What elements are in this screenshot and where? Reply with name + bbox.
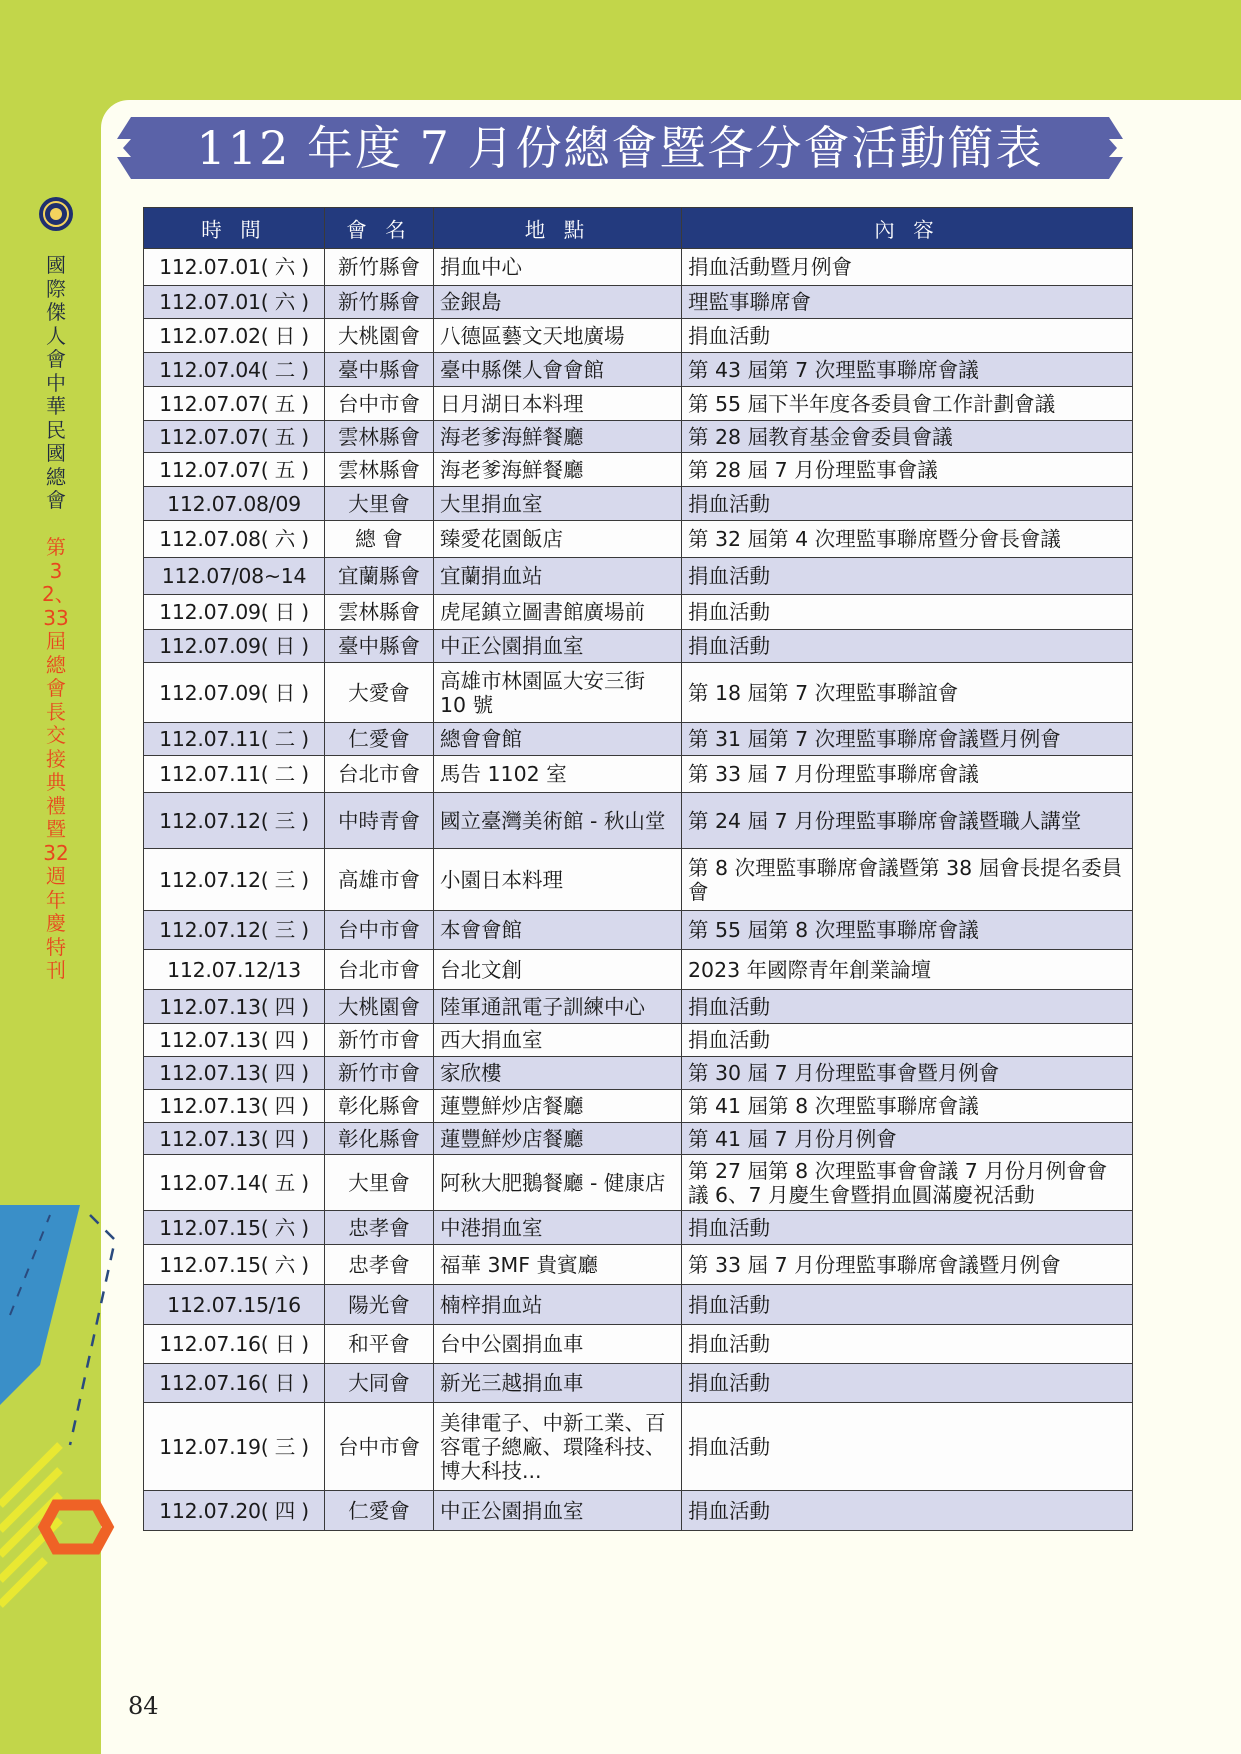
date-cell: 112.07/08~14 — [144, 558, 325, 595]
table-row — [144, 1024, 1133, 1057]
table-row — [144, 630, 1133, 663]
table-row — [144, 1403, 1133, 1491]
club-cell: 仁愛會 — [325, 723, 434, 756]
content-cell: 捐血活動 — [682, 1491, 1133, 1531]
club-cell: 大愛會 — [325, 663, 434, 723]
location-cell: 蓮豐鮮炒店餐廳 — [434, 1123, 682, 1155]
date-cell: 112.07.15/16 — [144, 1285, 325, 1325]
content-cell: 第 28 屆教育基金會委員會議 — [682, 421, 1133, 453]
location-cell: 美律電子、中新工業、百容電子總廠、環隆科技、博大科技... — [434, 1403, 682, 1491]
date-cell: 112.07.08( 六 ) — [144, 521, 325, 558]
club-cell: 彰化縣會 — [325, 1123, 434, 1155]
location-cell: 大里捐血室 — [434, 487, 682, 521]
location-cell: 中正公園捐血室 — [434, 630, 682, 663]
content-cell: 捐血活動 — [682, 1325, 1133, 1364]
date-cell: 112.07.11( 二 ) — [144, 756, 325, 793]
content-cell: 第 27 屆第 8 次理監事會會議 7 月份月例會會議 6、7 月慶生會暨捐血圓滿慶祝活動 — [682, 1155, 1133, 1211]
content-cell: 捐血活動 — [682, 1285, 1133, 1325]
table-row — [144, 663, 1133, 723]
club-cell: 台中市會 — [325, 911, 434, 950]
club-cell: 大桃園會 — [325, 319, 434, 353]
date-cell: 112.07.16( 日 ) — [144, 1325, 325, 1364]
activity-table — [143, 207, 1133, 1531]
club-cell: 大同會 — [325, 1364, 434, 1403]
decorative-shapes — [0, 1195, 130, 1645]
date-cell: 112.07.07( 五 ) — [144, 387, 325, 421]
date-cell: 112.07.13( 四 ) — [144, 1090, 325, 1123]
location-cell: 虎尾鎮立圖書館廣場前 — [434, 595, 682, 630]
table-row — [144, 1285, 1133, 1325]
content-cell: 第 43 屆第 7 次理監事聯席會議 — [682, 353, 1133, 387]
date-cell: 112.07.01( 六 ) — [144, 286, 325, 319]
location-cell: 高雄市林園區大安三街 10 號 — [434, 663, 682, 723]
content-cell: 捐血活動 — [682, 1364, 1133, 1403]
content-cell: 捐血活動 — [682, 630, 1133, 663]
date-cell: 112.07.09( 日 ) — [144, 595, 325, 630]
organization-logo-icon — [38, 196, 74, 232]
club-cell: 總 會 — [325, 521, 434, 558]
table-row — [144, 950, 1133, 990]
club-cell: 宜蘭縣會 — [325, 558, 434, 595]
date-cell: 112.07.15( 六 ) — [144, 1211, 325, 1245]
table-row — [144, 1090, 1133, 1123]
club-cell: 臺中縣會 — [325, 353, 434, 387]
date-cell: 112.07.12( 三 ) — [144, 911, 325, 950]
date-cell: 112.07.09( 日 ) — [144, 663, 325, 723]
location-cell: 陸軍通訊電子訓練中心 — [434, 990, 682, 1024]
table-row — [144, 1057, 1133, 1090]
club-cell: 台中市會 — [325, 1403, 434, 1491]
table-row — [144, 1364, 1133, 1403]
club-cell: 中時青會 — [325, 793, 434, 849]
content-cell: 第 8 次理監事聯席會議暨第 38 屆會長提名委員會 — [682, 849, 1133, 911]
location-cell: 金銀島 — [434, 286, 682, 319]
side-organization-name: 國際傑人會中華民國總會 — [46, 253, 66, 512]
content-cell: 捐血活動 — [682, 558, 1133, 595]
location-cell: 家欣樓 — [434, 1057, 682, 1090]
date-cell: 112.07.13( 四 ) — [144, 1123, 325, 1155]
location-cell: 總會會館 — [434, 723, 682, 756]
location-cell: 臺中縣傑人會會館 — [434, 353, 682, 387]
date-cell: 112.07.13( 四 ) — [144, 1057, 325, 1090]
location-cell: 海老爹海鮮餐廳 — [434, 421, 682, 453]
club-cell: 新竹縣會 — [325, 286, 434, 319]
date-cell: 112.07.13( 四 ) — [144, 1024, 325, 1057]
table-row — [144, 990, 1133, 1024]
table-header-row — [144, 208, 1133, 249]
header-time: 時 間 — [144, 208, 325, 249]
content-cell: 捐血活動 — [682, 595, 1133, 630]
club-cell: 大桃園會 — [325, 990, 434, 1024]
club-cell: 大里會 — [325, 487, 434, 521]
content-cell: 第 55 屆下半年度各委員會工作計劃會議 — [682, 387, 1133, 421]
club-cell: 高雄市會 — [325, 849, 434, 911]
table-row — [144, 849, 1133, 911]
header-content: 內 容 — [682, 208, 1133, 249]
table-row — [144, 286, 1133, 319]
header-location: 地 點 — [434, 208, 682, 249]
content-cell: 捐血活動 — [682, 1211, 1133, 1245]
location-cell: 本會會館 — [434, 911, 682, 950]
table-row — [144, 1211, 1133, 1245]
club-cell: 雲林縣會 — [325, 453, 434, 487]
table-row — [144, 756, 1133, 793]
table-row — [144, 421, 1133, 453]
content-cell: 捐血活動 — [682, 990, 1133, 1024]
location-cell: 中正公園捐血室 — [434, 1491, 682, 1531]
club-cell: 新竹市會 — [325, 1057, 434, 1090]
club-cell: 大里會 — [325, 1155, 434, 1211]
content-cell: 捐血活動 — [682, 1024, 1133, 1057]
content-cell: 第 41 屆第 8 次理監事聯席會議 — [682, 1090, 1133, 1123]
side-event-title: 第32、33屆總會長交接典禮暨32週年慶特刊 — [42, 535, 75, 982]
club-cell: 台北市會 — [325, 950, 434, 990]
date-cell: 112.07.16( 日 ) — [144, 1364, 325, 1403]
location-cell: 中港捐血室 — [434, 1211, 682, 1245]
date-cell: 112.07.20( 四 ) — [144, 1491, 325, 1531]
content-cell: 第 32 屆第 4 次理監事聯席暨分會長會議 — [682, 521, 1133, 558]
table-row — [144, 487, 1133, 521]
location-cell: 捐血中心 — [434, 249, 682, 286]
table-row — [144, 1245, 1133, 1285]
location-cell: 宜蘭捐血站 — [434, 558, 682, 595]
location-cell: 台北文創 — [434, 950, 682, 990]
club-cell: 雲林縣會 — [325, 595, 434, 630]
content-cell: 捐血活動暨月例會 — [682, 249, 1133, 286]
location-cell: 八德區藝文天地廣場 — [434, 319, 682, 353]
club-cell: 臺中縣會 — [325, 630, 434, 663]
date-cell: 112.07.02( 日 ) — [144, 319, 325, 353]
club-cell: 忠孝會 — [325, 1211, 434, 1245]
location-cell: 楠梓捐血站 — [434, 1285, 682, 1325]
table-row — [144, 1123, 1133, 1155]
table-row — [144, 793, 1133, 849]
table-row — [144, 353, 1133, 387]
club-cell: 台北市會 — [325, 756, 434, 793]
date-cell: 112.07.08/09 — [144, 487, 325, 521]
club-cell: 和平會 — [325, 1325, 434, 1364]
page-number: 84 — [128, 1692, 159, 1720]
club-cell: 新竹縣會 — [325, 249, 434, 286]
location-cell: 馬告 1102 室 — [434, 756, 682, 793]
table-row — [144, 1155, 1133, 1211]
location-cell: 小園日本料理 — [434, 849, 682, 911]
content-cell: 第 24 屆 7 月份理監事聯席會議暨職人講堂 — [682, 793, 1133, 849]
location-cell: 西大捐血室 — [434, 1024, 682, 1057]
date-cell: 112.07.12( 三 ) — [144, 849, 325, 911]
club-cell: 陽光會 — [325, 1285, 434, 1325]
location-cell: 阿秋大肥鵝餐廳 - 健康店 — [434, 1155, 682, 1211]
club-cell: 新竹市會 — [325, 1024, 434, 1057]
table-row — [144, 558, 1133, 595]
location-cell: 福華 3MF 貴賓廳 — [434, 1245, 682, 1285]
content-cell: 理監事聯席會 — [682, 286, 1133, 319]
table-row — [144, 595, 1133, 630]
club-cell: 雲林縣會 — [325, 421, 434, 453]
table-row — [144, 723, 1133, 756]
title-banner — [117, 117, 1123, 179]
content-cell: 第 31 屆第 7 次理監事聯席會議暨月例會 — [682, 723, 1133, 756]
header-club: 會 名 — [325, 208, 434, 249]
location-cell: 臻愛花園飯店 — [434, 521, 682, 558]
date-cell: 112.07.01( 六 ) — [144, 249, 325, 286]
table-body — [144, 249, 1133, 1531]
content-cell: 捐血活動 — [682, 319, 1133, 353]
date-cell: 112.07.14( 五 ) — [144, 1155, 325, 1211]
date-cell: 112.07.19( 三 ) — [144, 1403, 325, 1491]
table-row — [144, 521, 1133, 558]
date-cell: 112.07.07( 五 ) — [144, 421, 325, 453]
content-cell: 第 55 屆第 8 次理監事聯席會議 — [682, 911, 1133, 950]
date-cell: 112.07.04( 二 ) — [144, 353, 325, 387]
table-row — [144, 453, 1133, 487]
location-cell: 日月湖日本料理 — [434, 387, 682, 421]
table-row — [144, 319, 1133, 353]
table-row — [144, 911, 1133, 950]
content-cell: 第 33 屆 7 月份理監事聯席會議暨月例會 — [682, 1245, 1133, 1285]
club-cell: 仁愛會 — [325, 1491, 434, 1531]
club-cell: 台中市會 — [325, 387, 434, 421]
content-cell: 第 28 屆 7 月份理監事會議 — [682, 453, 1133, 487]
club-cell: 忠孝會 — [325, 1245, 434, 1285]
date-cell: 112.07.12( 三 ) — [144, 793, 325, 849]
club-cell: 彰化縣會 — [325, 1090, 434, 1123]
date-cell: 112.07.13( 四 ) — [144, 990, 325, 1024]
location-cell: 蓮豐鮮炒店餐廳 — [434, 1090, 682, 1123]
date-cell: 112.07.15( 六 ) — [144, 1245, 325, 1285]
location-cell: 新光三越捐血車 — [434, 1364, 682, 1403]
location-cell: 海老爹海鮮餐廳 — [434, 453, 682, 487]
location-cell: 國立臺灣美術館 - 秋山堂 — [434, 793, 682, 849]
content-cell: 第 33 屆 7 月份理監事聯席會議 — [682, 756, 1133, 793]
content-cell: 第 41 屆 7 月份月例會 — [682, 1123, 1133, 1155]
content-cell: 2023 年國際青年創業論壇 — [682, 950, 1133, 990]
location-cell: 台中公園捐血車 — [434, 1325, 682, 1364]
content-cell: 捐血活動 — [682, 487, 1133, 521]
table-row — [144, 387, 1133, 421]
table-row — [144, 1325, 1133, 1364]
content-cell: 捐血活動 — [682, 1403, 1133, 1491]
date-cell: 112.07.07( 五 ) — [144, 453, 325, 487]
table-row — [144, 249, 1133, 286]
date-cell: 112.07.11( 二 ) — [144, 723, 325, 756]
date-cell: 112.07.09( 日 ) — [144, 630, 325, 663]
content-cell: 第 18 屆第 7 次理監事聯誼會 — [682, 663, 1133, 723]
content-cell: 第 30 屆 7 月份理監事會暨月例會 — [682, 1057, 1133, 1090]
date-cell: 112.07.12/13 — [144, 950, 325, 990]
page-title: 112 年度 7 月份總會暨各分會活動簡表 — [196, 121, 1044, 175]
table-row — [144, 1491, 1133, 1531]
